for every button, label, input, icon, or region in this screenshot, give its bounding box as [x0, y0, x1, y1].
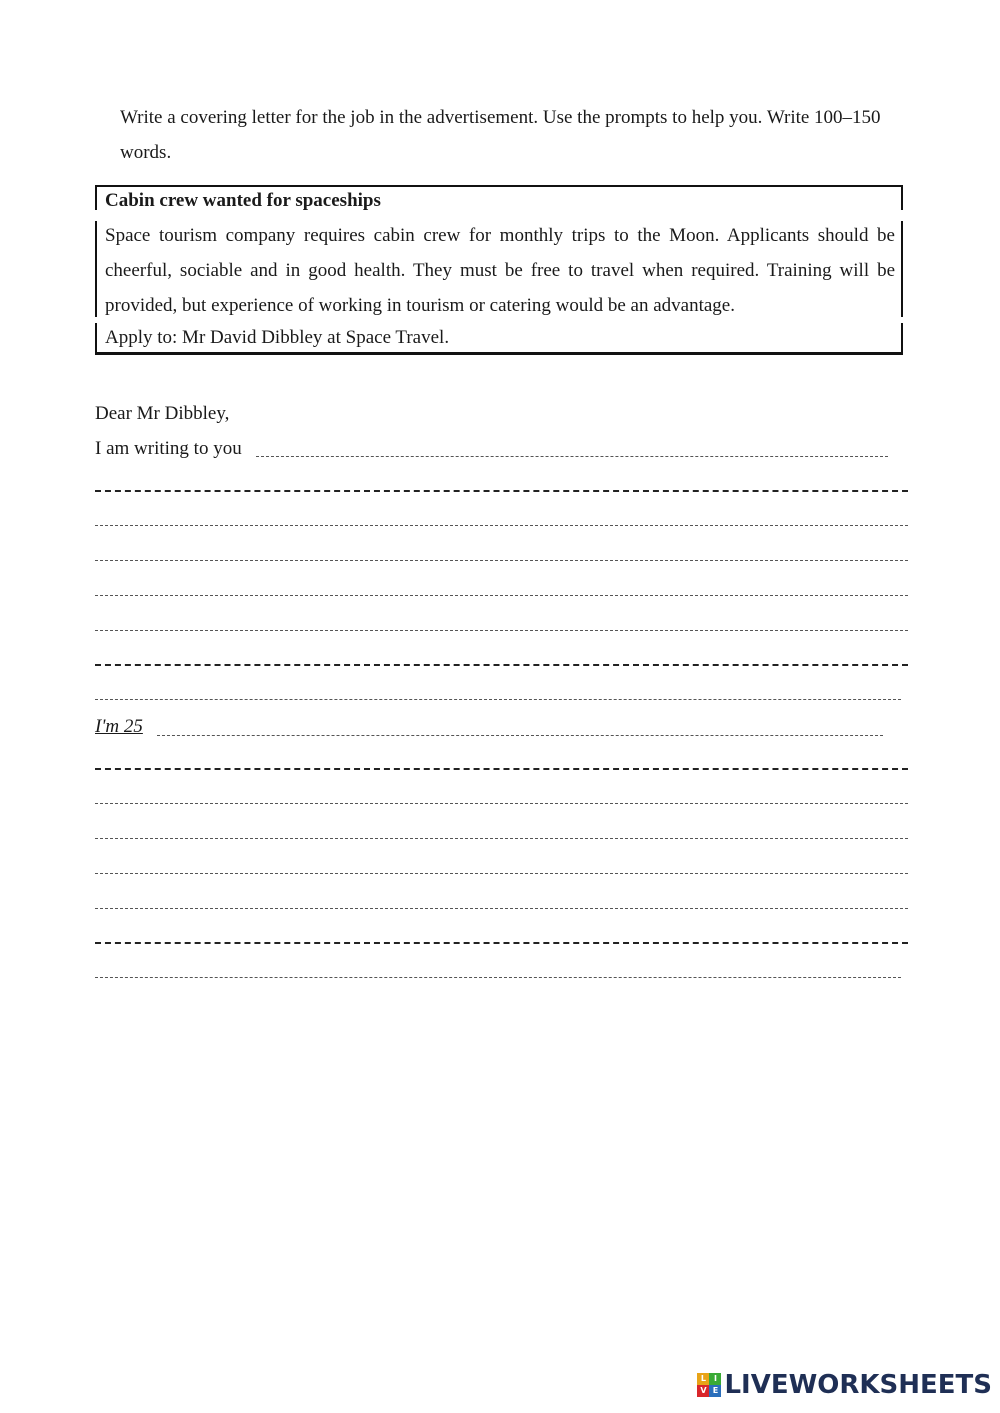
answer-line[interactable]	[95, 630, 908, 631]
advert-border-bottom	[95, 352, 903, 355]
answer-line[interactable]	[95, 768, 908, 770]
answer-line[interactable]	[95, 490, 908, 492]
letter-salutation: Dear Mr Dibbley,	[95, 403, 230, 424]
answer-line[interactable]	[95, 838, 908, 839]
answer-line[interactable]	[95, 699, 901, 700]
advertisement-box	[95, 185, 903, 355]
advert-border-left	[95, 185, 97, 210]
advert-border-top	[95, 185, 903, 187]
answer-line[interactable]	[95, 560, 908, 561]
advert-border-right	[901, 221, 903, 317]
logo-text: LIVEWORKSHEETS	[724, 1370, 992, 1400]
answer-line[interactable]	[256, 456, 888, 457]
answer-line[interactable]	[95, 803, 908, 804]
answer-line[interactable]	[95, 908, 908, 909]
letter-prompt-age: I'm 25	[95, 716, 143, 737]
answer-line[interactable]	[95, 873, 908, 874]
liveworksheets-logo[interactable]	[697, 1371, 992, 1399]
advert-border-right	[901, 185, 903, 210]
answer-line[interactable]	[95, 595, 908, 596]
advert-title: Cabin crew wanted for spaceships	[105, 190, 381, 211]
answer-line[interactable]	[95, 942, 908, 944]
letter-prompt-opening: I am writing to you	[95, 438, 242, 459]
logo-icon-square: I	[709, 1373, 721, 1385]
instructions: Write a covering letter for the job in the advertisement. Use the prompts to help you. Write 100–150 words.	[120, 107, 881, 163]
advert-body: Space tourism company requires cabin crew for monthly trips to the Moon. Applicants should be cheerful, sociable and in good health. They must be free to travel when required. Training will be provided, but experience of working in tourism or catering would be an advantage.	[105, 225, 895, 316]
advert-border-left	[95, 221, 97, 317]
logo-icon-square: V	[697, 1385, 709, 1397]
answer-line[interactable]	[157, 735, 883, 736]
advert-border-right	[901, 323, 903, 354]
liveworksheets-logo-icon	[697, 1373, 721, 1397]
advert-apply-line: Apply to: Mr David Dibbley at Space Travel.	[105, 327, 450, 348]
answer-line[interactable]	[95, 977, 901, 978]
advert-border-left	[95, 323, 97, 354]
answer-line[interactable]	[95, 664, 908, 666]
logo-icon-square: L	[697, 1373, 709, 1385]
logo-icon-square: E	[709, 1385, 721, 1397]
answer-line[interactable]	[95, 525, 908, 526]
